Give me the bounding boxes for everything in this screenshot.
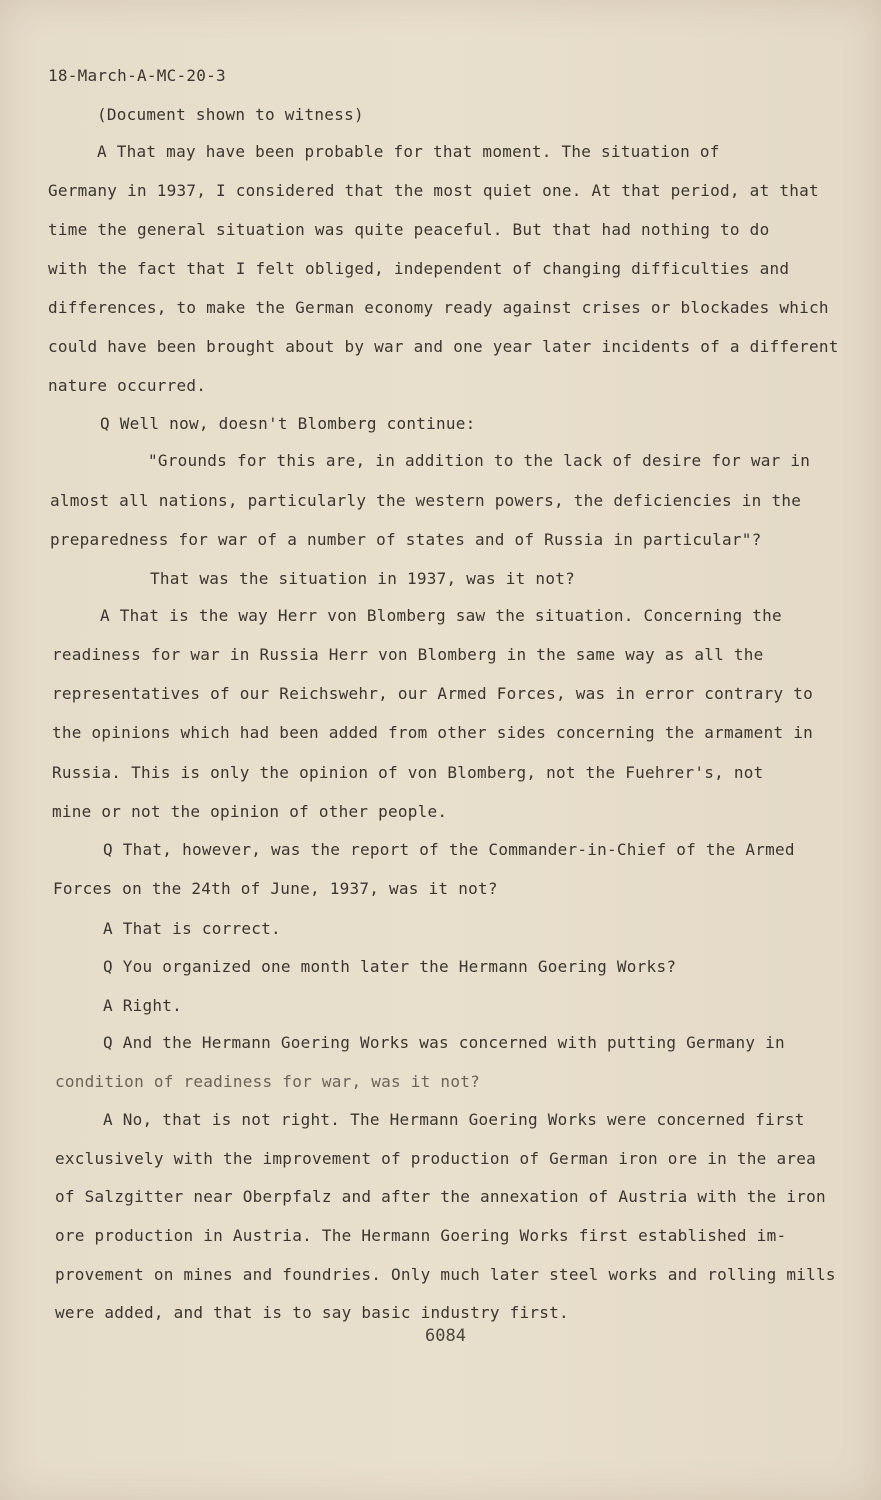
text-line: A That is the way Herr von Blomberg saw the situation. Concerning the: [100, 606, 782, 625]
text-line: That was the situation in 1937, was it not?: [150, 569, 575, 588]
document-header: 18-March-A-MC-20-3: [48, 66, 226, 85]
page-number: 6084: [425, 1326, 466, 1346]
text-line: of Salzgitter near Oberpfalz and after the annexation of Austria with the iron: [55, 1187, 826, 1206]
text-line: exclusively with the improvement of production of German iron ore in the area: [55, 1149, 816, 1168]
text-line: representatives of our Reichswehr, our Armed Forces, was in error contrary to: [52, 684, 813, 703]
text-line: A That is correct.: [103, 919, 281, 938]
text-line: (Document shown to witness): [97, 105, 364, 124]
text-line: readiness for war in Russia Herr von Blomberg in the same way as all the: [52, 645, 764, 664]
text-line: could have been brought about by war and one year later incidents of a different: [48, 337, 839, 356]
text-line: the opinions which had been added from other sides concerning the armament in: [52, 723, 813, 742]
text-line: provement on mines and foundries. Only much later steel works and rolling mills: [55, 1265, 836, 1284]
text-line: nature occurred.: [48, 376, 207, 395]
text-line: mine or not the opinion of other people.: [52, 802, 448, 821]
text-line: differences, to make the German economy ready against crises or blockades which: [48, 298, 829, 317]
text-line: Q Well now, doesn't Blomberg continue:: [100, 414, 476, 433]
text-line: Germany in 1937, I considered that the most quiet one. At that period, at that: [48, 181, 819, 200]
text-line: "Grounds for this are, in addition to the lack of desire for war in: [148, 451, 811, 470]
text-line: Forces on the 24th of June, 1937, was it not?: [53, 879, 498, 898]
text-line: A Right.: [103, 996, 183, 1015]
text-line: A No, that is not right. The Hermann Goering Works were concerned first: [103, 1110, 805, 1129]
text-line: A That may have been probable for that moment. The situation of: [97, 142, 720, 161]
text-line: ore production in Austria. The Hermann Goering Works first established im-: [55, 1226, 787, 1245]
text-line: Russia. This is only the opinion of von Blomberg, not the Fuehrer's, not: [52, 763, 764, 782]
text-line: Q And the Hermann Goering Works was concerned with putting Germany in: [103, 1033, 785, 1052]
text-line: Q That, however, was the report of the Commander-in-Chief of the Armed: [103, 840, 795, 859]
text-line: condition of readiness for war, was it not?: [55, 1072, 480, 1091]
text-line: time the general situation was quite peaceful. But that had nothing to do: [48, 220, 770, 239]
text-line: almost all nations, particularly the western powers, the deficiencies in the: [50, 491, 802, 510]
text-line: with the fact that I felt obliged, independent of changing difficulties and: [48, 259, 790, 278]
text-line: Q You organized one month later the Hermann Goering Works?: [103, 957, 677, 976]
text-line: were added, and that is to say basic industry first.: [55, 1303, 569, 1322]
text-line: preparedness for war of a number of states and of Russia in particular"?: [50, 530, 762, 549]
